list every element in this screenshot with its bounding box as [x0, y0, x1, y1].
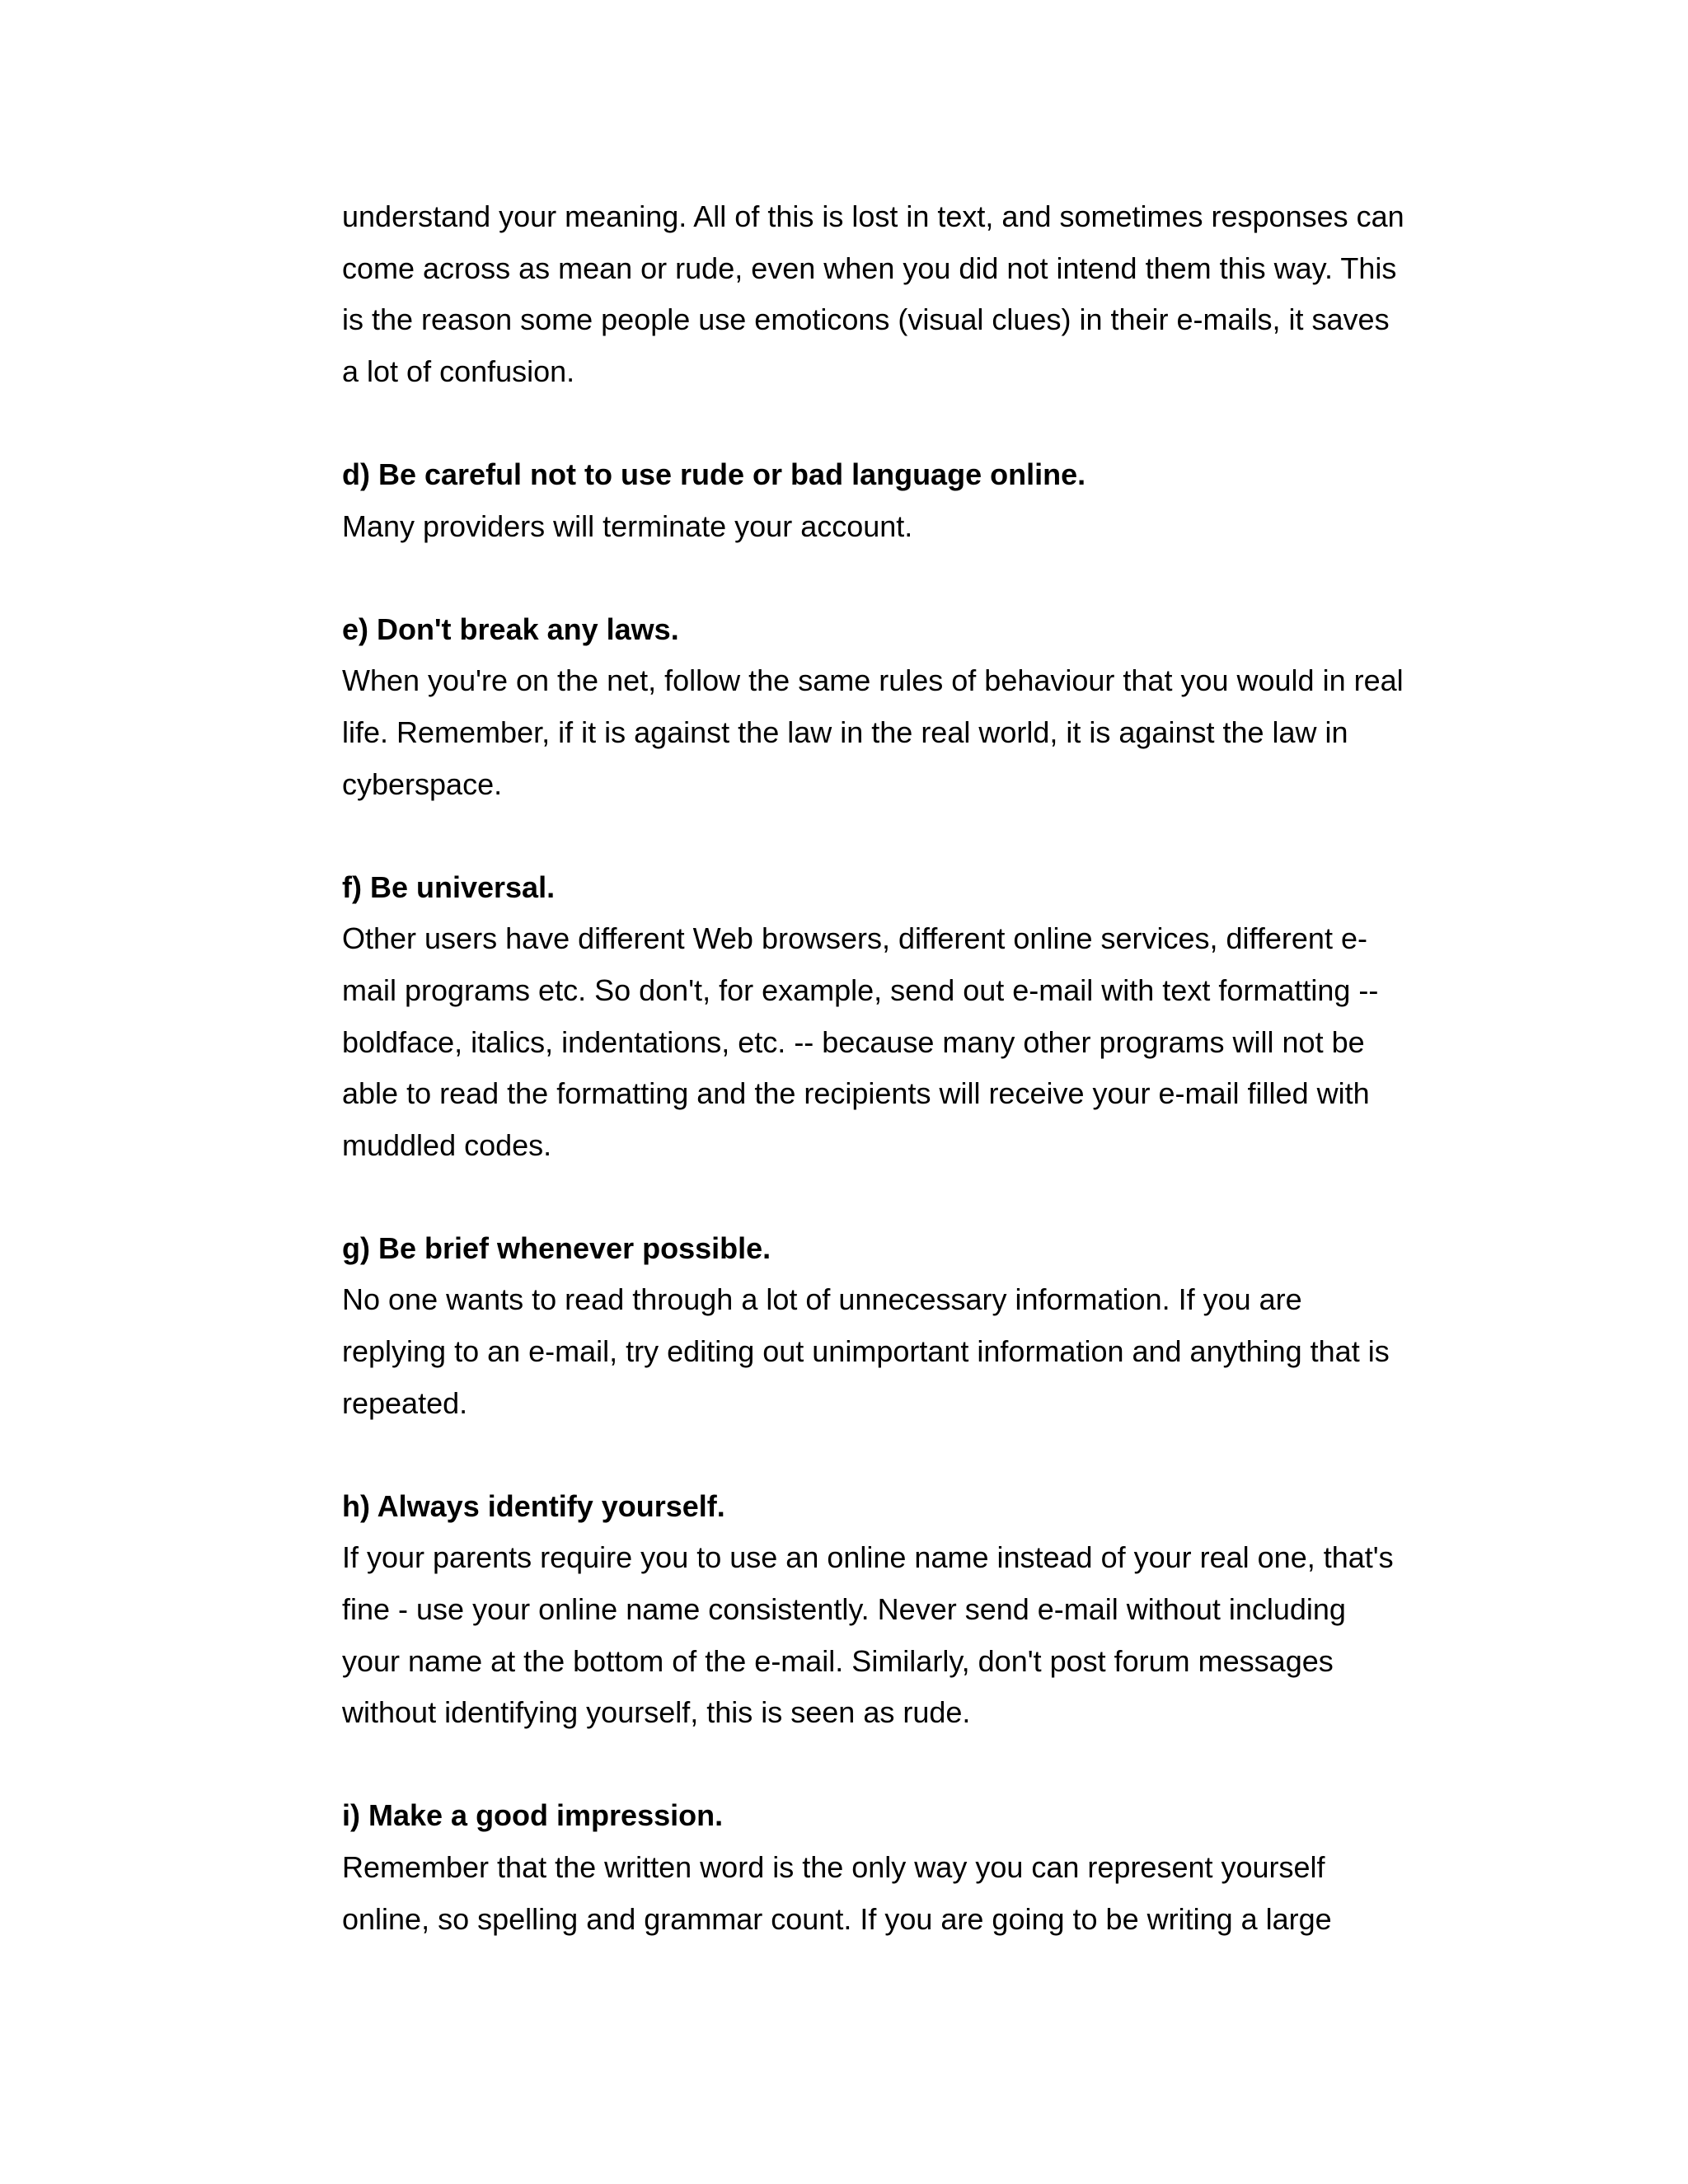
section-g — [342, 1223, 1430, 1429]
section-i — [342, 1790, 1430, 1945]
section-heading: f) Be universal. — [342, 869, 556, 904]
section-f — [342, 862, 1430, 1172]
section-e — [342, 604, 1430, 810]
section-heading: g) Be brief whenever possible. — [342, 1230, 771, 1265]
body-line: muddled codes. — [342, 1127, 552, 1162]
body-line: able to read the formatting and the recipients will receive your e-mail filled with — [342, 1076, 1370, 1111]
body-line: If your parents require you to use an online name instead of your real one, that's — [342, 1540, 1394, 1575]
body-line: come across as mean or rude, even when you did not intend them this way. This — [342, 251, 1397, 285]
paragraph-spacer — [342, 1171, 1430, 1223]
body-line: boldface, italics, indentations, etc. -- because many other programs will not be — [342, 1024, 1365, 1059]
paragraph-spacer — [342, 1739, 1430, 1791]
body-line: understand your meaning. All of this is lost in text, and sometimes responses can — [342, 199, 1404, 233]
document-body — [342, 191, 1430, 1945]
section-heading: i) Make a good impression. — [342, 1798, 724, 1833]
body-line: mail programs etc. So don't, for example, send out e-mail with text formatting -- — [342, 972, 1379, 1007]
body-line: online, so spelling and grammar count. If you are going to be writing a large — [342, 1901, 1332, 1936]
body-line: replying to an e-mail, try editing out unimportant information and anything that is — [342, 1334, 1390, 1369]
section-h — [342, 1481, 1430, 1739]
body-line: cyberspace. — [342, 766, 503, 801]
body-line: life. Remember, if it is against the law in the real world, it is against the law in — [342, 715, 1348, 749]
paragraph-spacer — [342, 397, 1430, 449]
section-heading: d) Be careful not to use rude or bad language online. — [342, 457, 1086, 491]
body-line: without identifying yourself, this is seen as rude. — [342, 1695, 971, 1730]
paragraph-spacer — [342, 1429, 1430, 1481]
body-line: No one wants to read through a lot of unnecessary information. If you are — [342, 1282, 1302, 1317]
body-line: repeated. — [342, 1385, 468, 1420]
section-heading: e) Don't break any laws. — [342, 612, 679, 646]
section-d — [342, 449, 1430, 552]
section-heading: h) Always identify yourself. — [342, 1488, 725, 1523]
body-line: When you're on the net, follow the same rules of behaviour that you would in real — [342, 663, 1404, 698]
body-line: Many providers will terminate your account. — [342, 509, 913, 543]
body-line: Remember that the written word is the only way you can represent yourself — [342, 1850, 1325, 1884]
body-line: fine - use your online name consistently. Never send e-mail without including — [342, 1592, 1346, 1627]
body-line: Other users have different Web browsers, different online services, different e- — [342, 921, 1367, 956]
paragraph-spacer — [342, 810, 1430, 862]
paragraph-spacer — [342, 552, 1430, 604]
intro-paragraph — [342, 191, 1430, 397]
body-line: is the reason some people use emoticons (visual clues) in their e-mails, it saves — [342, 302, 1390, 337]
body-line: your name at the bottom of the e-mail. Similarly, don't post forum messages — [342, 1643, 1334, 1678]
body-line: a lot of confusion. — [342, 354, 575, 388]
